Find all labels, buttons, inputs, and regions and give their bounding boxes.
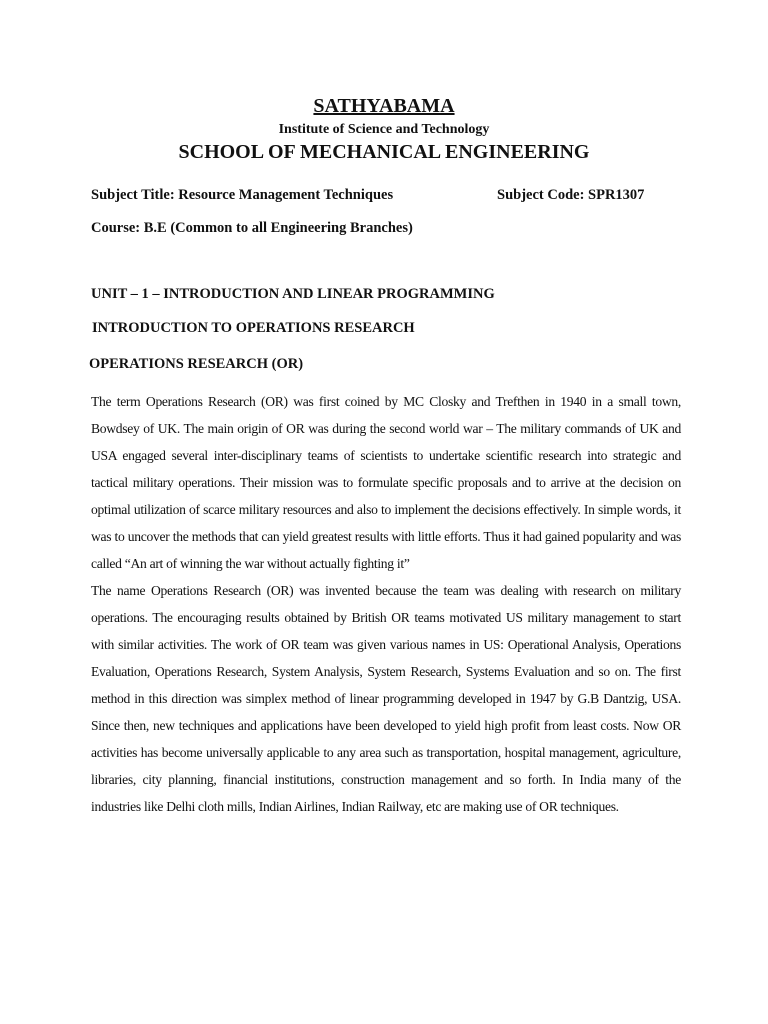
subject-code: Subject Code: SPR1307	[497, 187, 645, 203]
university-name: SATHYABAMA	[313, 95, 455, 117]
subject-title: Subject Title: Resource Management Techniques	[91, 187, 394, 203]
unit-heading: UNIT – 1 – INTRODUCTION AND LINEAR PROGRAMMING	[91, 286, 495, 302]
paragraph-origin: The term Operations Research (OR) was first coined by MC Closky and Trefthen in 1940 in a small town, Bowdsey of UK. The main origin of OR was during the second world war – The military commands of UK and USA engaged several inter-disciplinary teams of scientists to undertake scientific research into strategic and tactical military operations. Their mission was to formulate specific proposals and to arrive at the decision on optimal utilization of scarce military resources and also to implement the decisions effectively. In simple words, it was to uncover the methods that can yield greatest results with little efforts. Thus it had gained popularity and was called “An art of winning the war without actually fighting it”	[91, 394, 681, 571]
body-text	[91, 388, 681, 820]
paragraph-name: The name Operations Research (OR) was invented because the team was dealing with research on military operations. The encouraging results obtained by British OR teams motivated US military management to start with similar activities. The work of OR team was given various names in US: Operational Analysis, Operations Evaluation, Operations Research, System Analysis, System Research, Systems Evaluation and so on. The first method in this direction was simplex method of linear programming developed in 1947 by G.B Dantzig, USA. Since then, new techniques and applications have been developed to yield high profit from least costs. Now OR activities has become universally applicable to any area such as transportation, hospital management, agriculture, libraries, city planning, financial institutions, construction management and so forth. In India many of the industries like Delhi cloth mills, Indian Airlines, Indian Railway, etc are making use of OR techniques.	[91, 583, 681, 814]
school-name: SCHOOL OF MECHANICAL ENGINEERING	[178, 141, 590, 163]
institute-name: Institute of Science and Technology	[278, 122, 490, 137]
section-heading-or: OPERATIONS RESEARCH (OR)	[89, 356, 304, 372]
course-line: Course: B.E (Common to all Engineering Branches)	[91, 220, 413, 236]
section-heading-intro: INTRODUCTION TO OPERATIONS RESEARCH	[92, 320, 415, 336]
